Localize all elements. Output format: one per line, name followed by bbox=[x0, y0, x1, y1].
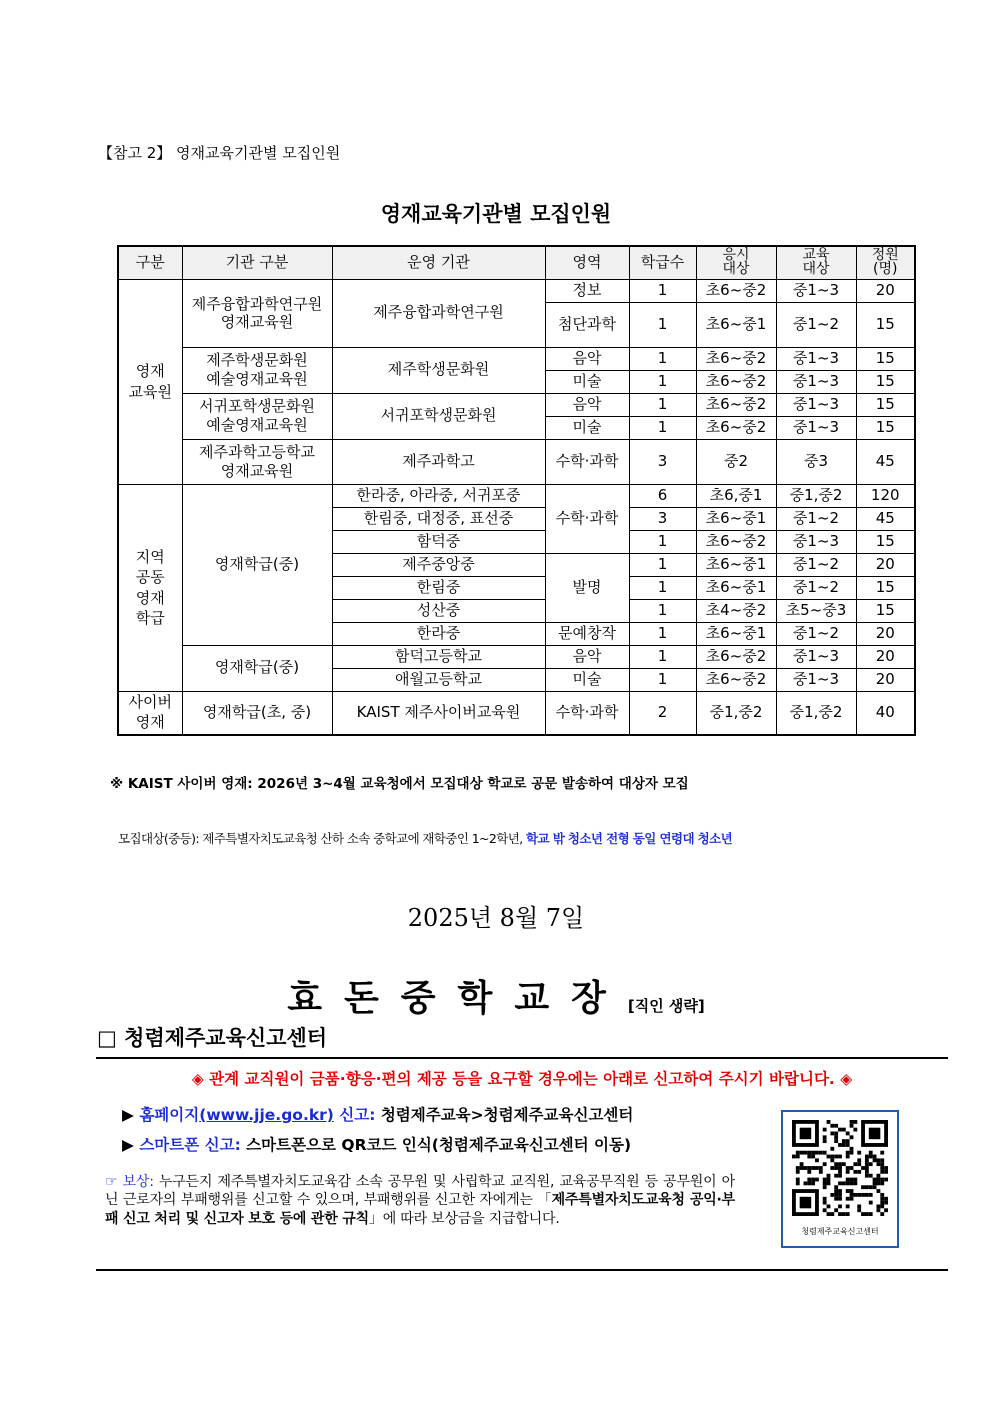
header-apply: 응시 대상 bbox=[696, 246, 776, 279]
apply-target: 초6~중2 bbox=[696, 370, 776, 393]
edu-target: 중1~3 bbox=[776, 370, 856, 393]
group-type: 영재 교육원 bbox=[118, 279, 182, 484]
operator: 제주융합과학연구원 bbox=[332, 279, 545, 347]
homepage-report-line bbox=[122, 1103, 633, 1125]
smartphone-report-line bbox=[122, 1133, 631, 1155]
inst-type: 제주융합과학연구원 영재교육원 bbox=[182, 279, 332, 347]
reward-text: 누구든지 제주특별자치도교육감 소속 공무원 및 사립학교 교직원, 교육공무직원 등 공무원이 아닌 근로자의 부패행위를 신고할 수 있으며, 부패행위를 신고한 자에게는 「 bbox=[105, 1174, 736, 1209]
document-date: 2025년 8월 7일 bbox=[407, 904, 585, 932]
edu-target: 중1~3 bbox=[776, 416, 856, 439]
classes: 1 bbox=[629, 645, 696, 668]
area: 발명 bbox=[545, 553, 629, 622]
apply-target: 초6~중2 bbox=[696, 668, 776, 691]
classes: 6 bbox=[629, 484, 696, 507]
classes: 2 bbox=[629, 691, 696, 735]
quota: 15 bbox=[856, 599, 915, 622]
classes: 1 bbox=[629, 393, 696, 416]
edu-target: 중3 bbox=[776, 439, 856, 484]
quota: 15 bbox=[856, 416, 915, 439]
header-type: 구분 bbox=[118, 246, 182, 279]
arrow-icon: ▶ bbox=[122, 1136, 140, 1154]
edu-target: 중1~3 bbox=[776, 668, 856, 691]
homepage-path: 청렴제주교육>청렴제주교육신고센터 bbox=[380, 1106, 634, 1124]
quota: 20 bbox=[856, 668, 915, 691]
classes: 1 bbox=[629, 553, 696, 576]
classes: 1 bbox=[629, 416, 696, 439]
apply-target: 초6~중1 bbox=[696, 576, 776, 599]
classes: 1 bbox=[629, 622, 696, 645]
smartphone-label: 스마트폰 신고: bbox=[139, 1136, 247, 1154]
edu-target: 중1~3 bbox=[776, 393, 856, 416]
quota: 120 bbox=[856, 484, 915, 507]
apply-target: 초6~중2 bbox=[696, 416, 776, 439]
quota: 40 bbox=[856, 691, 915, 735]
inst-type: 영재학급(중) bbox=[182, 645, 332, 691]
header-area: 영역 bbox=[545, 246, 629, 279]
area: 첨단과학 bbox=[545, 302, 629, 347]
classes: 1 bbox=[629, 370, 696, 393]
operator: 애월고등학교 bbox=[332, 668, 545, 691]
area: 수학·과학 bbox=[545, 484, 629, 553]
inst-type: 영재학급(중) bbox=[182, 484, 332, 645]
apply-target: 초6~중2 bbox=[696, 279, 776, 302]
edu-target: 중1~3 bbox=[776, 645, 856, 668]
quota: 45 bbox=[856, 507, 915, 530]
operator: 한라중, 아라중, 서귀포중 bbox=[332, 484, 545, 507]
header-inst-type: 기관 구분 bbox=[182, 246, 332, 279]
seal-omitted: [직인 생략] bbox=[627, 997, 705, 1015]
classes: 3 bbox=[629, 507, 696, 530]
classes: 1 bbox=[629, 599, 696, 622]
operator: 성산중 bbox=[332, 599, 545, 622]
operator: 한림중, 대정중, 표선중 bbox=[332, 507, 545, 530]
target-text: 모집대상(중등): 제주특별자치도교육청 산하 소속 중학교에 재학중인 1~2학년, bbox=[118, 831, 523, 846]
quota: 15 bbox=[856, 370, 915, 393]
target-highlight: 학교 밖 청소년 전형 동일 연령대 청소년 bbox=[526, 831, 733, 846]
header-operator: 운영 기관 bbox=[332, 246, 545, 279]
edu-target: 중1,중2 bbox=[776, 484, 856, 507]
quota: 20 bbox=[856, 622, 915, 645]
divider-bottom bbox=[96, 1269, 948, 1271]
area: 음악 bbox=[545, 347, 629, 370]
apply-target: 초6~중1 bbox=[696, 302, 776, 347]
edu-target: 중1~3 bbox=[776, 347, 856, 370]
apply-target: 초6~중2 bbox=[696, 393, 776, 416]
divider-top bbox=[96, 1057, 948, 1059]
operator: 서귀포학생문화원 bbox=[332, 393, 545, 439]
classes: 1 bbox=[629, 279, 696, 302]
edu-target: 중1~2 bbox=[776, 576, 856, 599]
edu-target: 초5~중3 bbox=[776, 599, 856, 622]
apply-target: 초6~중2 bbox=[696, 347, 776, 370]
warning-text: ◈ 관계 교직원이 금품·향응·편의 제공 등을 요구할 경우에는 아래로 신고하여 주시기 바랍니다. ◈ bbox=[191, 1070, 853, 1088]
operator: 제주과학고 bbox=[332, 439, 545, 484]
quota: 20 bbox=[856, 645, 915, 668]
section-title: □ 청렴제주교육신고센터 bbox=[97, 1026, 328, 1050]
header-quota: 정원 (명) bbox=[856, 246, 915, 279]
apply-target: 중2 bbox=[696, 439, 776, 484]
area: 수학·과학 bbox=[545, 691, 629, 735]
inst-type: 영재학급(초, 중) bbox=[182, 691, 332, 735]
rule-name: 제주특별자치도교육청 공익·부패 신고 처리 및 신고자 보호 등에 관한 규칙 bbox=[105, 1192, 735, 1227]
area: 미술 bbox=[545, 668, 629, 691]
group-type: 지역 공동 영재 학급 bbox=[118, 484, 182, 691]
inst-type: 제주과학고등학교 영재교육원 bbox=[182, 439, 332, 484]
edu-target: 중1~2 bbox=[776, 302, 856, 347]
edu-target: 중1~2 bbox=[776, 553, 856, 576]
header-classes: 학급수 bbox=[629, 246, 696, 279]
report-label: 신고: bbox=[333, 1106, 381, 1124]
apply-target: 중1,중2 bbox=[696, 691, 776, 735]
apply-target: 초6,중1 bbox=[696, 484, 776, 507]
apply-target: 초6~중1 bbox=[696, 553, 776, 576]
edu-target: 중1,중2 bbox=[776, 691, 856, 735]
qr-caption: 청렴제주교육신고센터 bbox=[801, 1227, 879, 1236]
inst-type: 제주학생문화원 예술영재교육원 bbox=[182, 347, 332, 393]
qr-code-icon bbox=[792, 1120, 888, 1216]
quota: 20 bbox=[856, 553, 915, 576]
operator: 한림중 bbox=[332, 576, 545, 599]
apply-target: 초4~중2 bbox=[696, 599, 776, 622]
arrow-icon: ▶ bbox=[122, 1106, 140, 1124]
quota: 15 bbox=[856, 530, 915, 553]
operator: 함덕중 bbox=[332, 530, 545, 553]
target-note bbox=[118, 829, 732, 847]
operator: 함덕고등학교 bbox=[332, 645, 545, 668]
edu-target: 중1~3 bbox=[776, 279, 856, 302]
quota: 15 bbox=[856, 576, 915, 599]
quota: 45 bbox=[856, 439, 915, 484]
quota: 20 bbox=[856, 279, 915, 302]
area: 음악 bbox=[545, 645, 629, 668]
signature-line bbox=[0, 970, 992, 1021]
area: 음악 bbox=[545, 393, 629, 416]
school-principal: 효돈중학교장 bbox=[287, 978, 628, 1019]
operator: 한라중 bbox=[332, 622, 545, 645]
classes: 1 bbox=[629, 302, 696, 347]
apply-target: 초6~중2 bbox=[696, 645, 776, 668]
quota: 15 bbox=[856, 347, 915, 370]
classes: 1 bbox=[629, 347, 696, 370]
apply-target: 초6~중2 bbox=[696, 530, 776, 553]
reward-label: 보상: bbox=[122, 1174, 159, 1190]
pointing-hand-icon: ☞ bbox=[105, 1174, 123, 1190]
header-edu: 교육 대상 bbox=[776, 246, 856, 279]
reference-title: 【참고 2】 영재교육기관별 모집인원 bbox=[98, 144, 341, 162]
area: 미술 bbox=[545, 370, 629, 393]
reward-paragraph bbox=[105, 1173, 735, 1228]
operator: KAIST 제주사이버교육원 bbox=[332, 691, 545, 735]
apply-target: 초6~중1 bbox=[696, 622, 776, 645]
edu-target: 중1~2 bbox=[776, 507, 856, 530]
area: 정보 bbox=[545, 279, 629, 302]
edu-target: 중1~3 bbox=[776, 530, 856, 553]
kaist-note: ※ KAIST 사이버 영재: 2026년 3~4월 교육청에서 모집대상 학교로 공문 발송하여 대상자 모집 bbox=[110, 776, 689, 792]
quota: 15 bbox=[856, 302, 915, 347]
apply-target: 초6~중1 bbox=[696, 507, 776, 530]
area: 수학·과학 bbox=[545, 439, 629, 484]
group-type: 사이버 영재 bbox=[118, 691, 182, 735]
area: 문예창작 bbox=[545, 622, 629, 645]
operator: 제주중앙중 bbox=[332, 553, 545, 576]
quota: 15 bbox=[856, 393, 915, 416]
operator: 제주학생문화원 bbox=[332, 347, 545, 393]
qr-code-box[interactable] bbox=[781, 1110, 899, 1248]
inst-type: 서귀포학생문화원 예술영재교육원 bbox=[182, 393, 332, 439]
classes: 1 bbox=[629, 530, 696, 553]
recruitment-table bbox=[117, 245, 916, 736]
edu-target: 중1~2 bbox=[776, 622, 856, 645]
smartphone-text: 스마트폰으로 QR코드 인식(청렴제주교육신고센터 이동) bbox=[246, 1136, 632, 1154]
homepage-label: 홈페이지 bbox=[139, 1106, 200, 1124]
table-title: 영재교육기관별 모집인원 bbox=[380, 202, 612, 226]
reward-text-end: 」에 따라 보상금을 지급합니다. bbox=[368, 1210, 560, 1227]
area: 미술 bbox=[545, 416, 629, 439]
classes: 1 bbox=[629, 668, 696, 691]
classes: 1 bbox=[629, 576, 696, 599]
classes: 3 bbox=[629, 439, 696, 484]
homepage-link[interactable]: (www.jje.go.kr) bbox=[199, 1106, 334, 1124]
